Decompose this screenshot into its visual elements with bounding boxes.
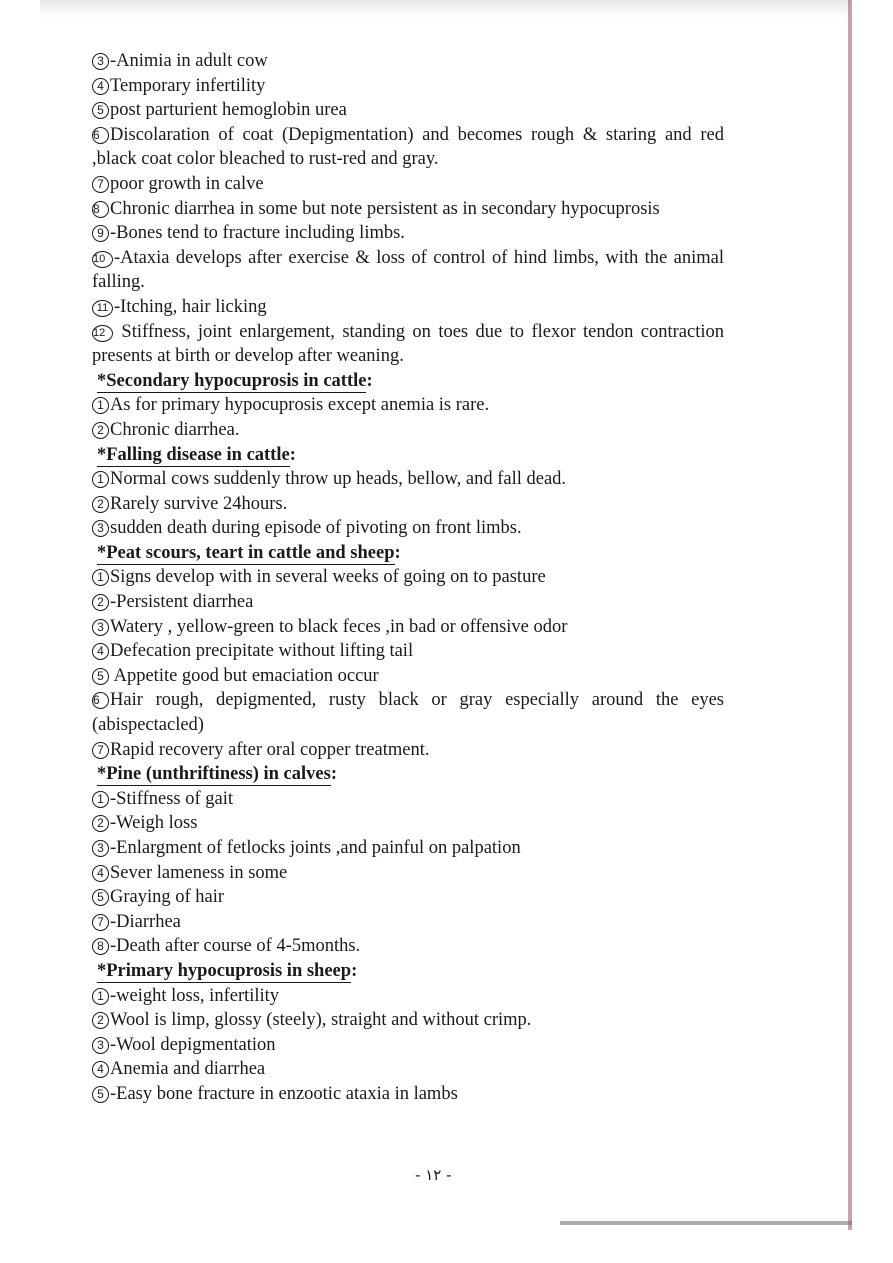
section-primary-hypocuprosis-sheep <box>92 959 724 1107</box>
item-number: 1 <box>92 569 109 586</box>
section-heading <box>92 762 724 787</box>
heading-colon: : <box>351 960 358 981</box>
list-item <box>92 1057 724 1082</box>
item-number: 3 <box>92 1037 109 1054</box>
list-item <box>92 1082 724 1107</box>
item-number: 6 <box>92 692 109 709</box>
item-number: 6 <box>92 127 109 144</box>
section-heading <box>92 541 724 566</box>
item-text: Hair rough, depigmented, rusty black or gray especially around the eyes (abispectacled) <box>92 690 724 736</box>
item-separator: - <box>110 1083 117 1104</box>
section-heading <box>92 369 724 394</box>
list-item <box>92 221 724 246</box>
item-text: Animia in adult cow <box>116 51 268 71</box>
item-number: 2 <box>92 422 109 439</box>
page-edge-right <box>848 0 852 1230</box>
item-separator: - <box>114 296 121 317</box>
item-text: Stiffness, joint enlargement, standing on toes due to flexor tendon contraction presents at birth or develop after weaning. <box>92 321 725 367</box>
list-item <box>92 1033 724 1058</box>
heading-text: *Falling disease in cattle <box>97 444 290 465</box>
list-item <box>92 295 724 320</box>
heading-text: *Primary hypocuprosis in sheep <box>97 960 352 981</box>
section-primary-hypocuprosis-cattle-signs <box>92 49 724 369</box>
list-item <box>92 418 724 443</box>
list-item <box>92 861 724 886</box>
section-heading <box>92 959 724 984</box>
heading-colon: : <box>394 542 401 563</box>
item-number: 2 <box>92 594 109 611</box>
item-separator: - <box>110 788 117 809</box>
item-text: Temporary infertility <box>110 75 266 96</box>
item-number: 4 <box>92 78 109 95</box>
item-text: Rapid recovery after oral copper treatment. <box>110 739 430 760</box>
item-text: weight loss, infertility <box>116 985 280 1006</box>
item-number: 3 <box>92 520 109 537</box>
item-number: 4 <box>92 1061 109 1078</box>
item-text: Chronic diarrhea in some but note persistent as in secondary hypocuprosis <box>110 198 660 219</box>
item-number: 1 <box>92 988 109 1005</box>
item-text: Sever lameness in some <box>110 862 288 883</box>
item-text: Normal cows suddenly throw up heads, bellow, and fall dead. <box>110 469 567 490</box>
heading-text: *Secondary hypocuprosis in cattle <box>97 370 367 391</box>
item-separator: - <box>110 985 117 1006</box>
item-number: 1 <box>92 791 109 808</box>
item-number: 5 <box>92 1086 109 1103</box>
item-text: Defecation precipitate without lifting tail <box>110 641 414 662</box>
item-number: 1 <box>92 471 109 488</box>
list-item <box>92 811 724 836</box>
item-number: 3 <box>92 840 109 857</box>
item-text: Appetite good but emaciation occur <box>113 665 379 686</box>
list-item <box>92 467 724 492</box>
list-item <box>92 492 724 517</box>
item-text: Chronic diarrhea. <box>110 419 240 440</box>
item-separator: - <box>110 51 117 71</box>
item-number: 3 <box>92 619 109 636</box>
item-text: Anemia and diarrhea <box>110 1059 266 1080</box>
list-item <box>92 98 724 123</box>
item-separator: - <box>110 592 117 613</box>
list-item <box>92 197 724 222</box>
page-number: - ١٢ - <box>415 1166 452 1184</box>
heading-text: *Pine (unthriftiness) in calves <box>97 764 331 785</box>
section-heading <box>92 443 724 468</box>
list-item <box>92 172 724 197</box>
list-item <box>92 49 724 74</box>
item-number: 5 <box>92 102 109 119</box>
item-separator: - <box>114 247 121 268</box>
item-number: 7 <box>92 914 109 931</box>
item-text: Weigh loss <box>116 813 198 834</box>
list-item <box>92 123 724 172</box>
item-number: 2 <box>92 1012 109 1029</box>
item-separator: - <box>110 223 117 244</box>
list-item <box>92 74 724 99</box>
item-text: Itching, hair licking <box>120 296 267 317</box>
item-number: 4 <box>92 643 109 660</box>
item-number: 1 <box>92 397 109 414</box>
item-number: 5 <box>92 889 109 906</box>
item-separator: - <box>110 813 117 834</box>
document-body <box>92 49 724 1107</box>
list-item <box>92 885 724 910</box>
list-item <box>92 320 724 369</box>
item-number: 7 <box>92 176 109 193</box>
item-text: sudden death during episode of pivoting on front limbs. <box>110 518 522 539</box>
list-item <box>92 664 724 689</box>
heading-colon: : <box>330 764 337 785</box>
item-separator: - <box>110 911 117 932</box>
list-item <box>92 516 724 541</box>
item-text: poor growth in calve <box>110 173 264 194</box>
item-text: Persistent diarrhea <box>116 592 254 613</box>
item-number: 9 <box>92 225 109 242</box>
item-text: Diarrhea <box>116 911 181 932</box>
item-separator: - <box>110 1034 117 1055</box>
item-number: 8 <box>92 201 109 218</box>
heading-colon: : <box>366 370 373 391</box>
item-text: Wool depigmentation <box>116 1034 276 1055</box>
list-item <box>92 590 724 615</box>
list-item <box>92 1008 724 1033</box>
list-item <box>92 984 724 1009</box>
item-text: Discolaration of coat (Depigmentation) and becomes rough & staring and red ,black coat color bleached to rust-red and gray. <box>92 124 724 170</box>
list-item <box>92 934 724 959</box>
page-edge-bottom <box>560 1221 852 1225</box>
item-text: Rarely survive 24hours. <box>110 493 288 514</box>
item-number: 11 <box>92 300 113 317</box>
item-number: 12 <box>92 325 113 342</box>
item-number: 2 <box>92 815 109 832</box>
item-text: Watery , yellow-green to black feces ,in bad or offensive odor <box>110 616 568 637</box>
item-number: 5 <box>92 668 109 685</box>
item-number: 3 <box>92 53 109 70</box>
list-item <box>92 615 724 640</box>
item-text: As for primary hypocuprosis except anemia is rare. <box>110 395 490 416</box>
list-item <box>92 246 724 295</box>
item-separator: - <box>110 936 117 957</box>
list-item <box>92 688 724 737</box>
item-number: 10 <box>92 251 113 268</box>
item-text: Enlargment of fetlocks joints ,and painful on palpation <box>116 838 521 858</box>
item-separator: - <box>110 838 117 858</box>
item-text: Ataxia develops after exercise & loss of control of hind limbs, with the animal falling. <box>92 247 724 293</box>
section-falling-disease <box>92 443 724 541</box>
list-item <box>92 393 724 418</box>
item-text: Signs develop with in several weeks of going on to pasture <box>110 567 546 588</box>
item-number: 4 <box>92 865 109 882</box>
item-number: 2 <box>92 496 109 513</box>
section-pine-calves <box>92 762 724 959</box>
item-text: Death after course of 4-5months. <box>116 936 361 957</box>
list-item <box>92 639 724 664</box>
list-item <box>92 836 724 861</box>
item-text: Wool is limp, glossy (steely), straight and without crimp. <box>110 1010 532 1031</box>
list-item <box>92 738 724 763</box>
list-item <box>92 787 724 812</box>
item-text: Bones tend to fracture including limbs. <box>116 223 405 244</box>
page-top-shadow <box>40 0 850 18</box>
item-number: 8 <box>92 938 109 955</box>
item-text: Easy bone fracture in enzootic ataxia in lambs <box>116 1083 458 1104</box>
list-item <box>92 565 724 590</box>
item-text: post parturient hemoglobin urea <box>110 100 347 121</box>
item-text: Stiffness of gait <box>116 788 233 809</box>
item-number: 7 <box>92 742 109 759</box>
section-peat-scours <box>92 541 724 762</box>
item-text: Graying of hair <box>110 887 225 908</box>
list-item <box>92 910 724 935</box>
heading-colon: : <box>289 444 296 465</box>
section-secondary-hypocuprosis-cattle <box>92 369 724 443</box>
heading-text: *Peat scours, teart in cattle and sheep <box>97 542 395 563</box>
